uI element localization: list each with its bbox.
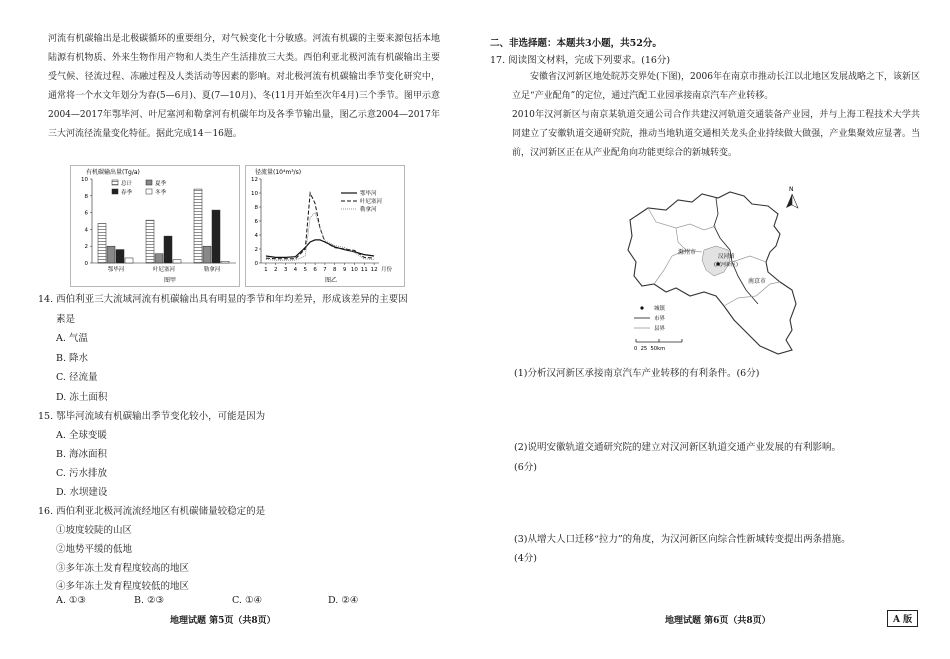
chart-b	[245, 165, 405, 287]
chart-a-legend-swatch	[112, 189, 118, 194]
chart-b-ylabel: 径流量(10⁴m³/s)	[255, 169, 302, 176]
chart-a-bar-春季	[164, 236, 172, 263]
q16-item-4: ④多年冻土发育程度较低的地区	[56, 581, 190, 592]
chart-a	[70, 165, 240, 287]
chart-b-ytick-label: 10	[251, 191, 258, 197]
legend-city: 市界	[654, 316, 666, 322]
chart-a-legend-swatch	[146, 180, 152, 185]
chart-b-caption: 图乙	[325, 277, 338, 284]
q15-option-b[interactable]: B. 海冰面积	[56, 449, 108, 460]
q15-option-a[interactable]: A. 全球变暖	[56, 430, 107, 441]
chart-b-ytick-label: 2	[254, 247, 258, 253]
chart-b-ytick-label: 8	[254, 205, 258, 211]
chart-a-bar-冬季	[221, 261, 229, 263]
chart-a-bar-夏季	[107, 246, 115, 263]
chart-a-ylabel: 有机碳输出量(Tg/a)	[86, 169, 140, 176]
q16-item-3: ③多年冻土发育程度较高的地区	[56, 563, 190, 574]
map-label-nanjing: 南京市	[748, 278, 767, 285]
legend-town-marker	[640, 306, 643, 309]
chart-a-bar-夏季	[203, 246, 211, 263]
map-label-hanhe: 汉河镇	[718, 254, 735, 260]
q16-item-2: ②地势平缓的低地	[56, 544, 133, 555]
scale-label: 0 25 50km	[634, 346, 666, 352]
chart-b-legend-label: 叶尼塞河	[360, 199, 383, 205]
chart-b-xtick-label: 5	[303, 267, 307, 273]
map-label-hanhe-district: (汉河新区)	[714, 262, 738, 268]
q14-option-a[interactable]: A. 气温	[56, 333, 88, 344]
q17-sub2-line2: (6分)	[514, 462, 537, 473]
q15-option-c[interactable]: C. 污水排放	[56, 468, 107, 479]
chart-a-ytick-label: 8	[84, 193, 88, 200]
chart-b-xtick-label: 10	[350, 267, 358, 273]
chart-b-xtick-label: 3	[283, 267, 288, 273]
q16-option-c[interactable]: C. ①④	[232, 595, 263, 606]
chart-b-ytick-label: 6	[254, 219, 258, 225]
q17-sub1: (1)分析汉河新区承接南京汽车产业转移的有利条件。(6分)	[514, 368, 760, 379]
q14-option-b[interactable]: B. 降水	[56, 353, 89, 364]
chart-b-legend-label: 勒拿河	[360, 207, 377, 213]
chart-b-xtick-label: 6	[313, 267, 317, 273]
chart-a-legend-swatch	[112, 180, 118, 185]
q16-option-a[interactable]: A. ①③	[56, 595, 86, 606]
chart-b-ytick-label: 0	[254, 261, 258, 267]
q17-paragraph-2: 2010年汉河新区与南京某轨道交通公司合作共建汉河轨道交通装备产业园，并与上海工程技术大学共同建立了安徽轨道交通研究院，推动当地轨道交通相关龙头企业持续做大做强，产业集聚效应显著。当前，汉河新区正在从产业配角向功能更综合的新城转变。	[512, 110, 920, 158]
chart-a-caption: 图甲	[164, 277, 177, 284]
chart-a-legend-label: 春季	[121, 190, 133, 196]
chart-b-xtick-label: 1	[264, 267, 268, 273]
chart-a-ytick-label: 2	[84, 244, 88, 251]
chart-b-legend-label: 鄂毕河	[360, 191, 377, 197]
chart-a-category-label: 叶尼塞河	[152, 267, 176, 273]
chart-a-legend-label: 总计	[121, 181, 133, 187]
chart-a-bar-春季	[212, 210, 220, 263]
chart-a-ytick-label: 6	[84, 210, 88, 217]
chart-b-xtick-label: 12	[370, 267, 378, 273]
map-north-label: N	[789, 186, 794, 193]
chart-b-xunit: 月份	[381, 267, 393, 273]
location-map	[620, 180, 810, 362]
chart-b-ytick-label: 4	[254, 233, 258, 239]
legend-town: 城镇	[654, 306, 666, 312]
q17-sub3-line1: (3)从增大人口迁移“拉力”的角度，为汉河新区向综合性新城转变提出两条措施。	[514, 534, 851, 545]
chart-a-category-label: 勒拿河	[203, 267, 221, 273]
left-footer: 地理试题 第5页（共8页）	[170, 616, 276, 626]
chart-a-category-label: 鄂毕河	[107, 267, 125, 273]
chart-a-bar-春季	[116, 250, 124, 263]
chart-b-xtick-label: 4	[293, 267, 298, 273]
chart-b-xtick-label: 7	[323, 267, 327, 273]
chart-a-bar-总计	[98, 224, 106, 263]
chart-b-xtick-label: 2	[274, 267, 278, 273]
chart-a-ytick-label: 0	[84, 261, 88, 267]
q17-sub2-line1: (2)说明安徽轨道交通研究院的建立对汉河新区轨道交通产业发展的有利影响。	[514, 442, 841, 453]
intro-paragraph: 河流有机碳输出是北极碳循环的重要组分，对气候变化十分敏感。河流有机碳的主要来源包括本地陆源有机物质、外来生物作用产物和人类生产生活排放三大类。西伯利亚北极河流有机碳输出主要受气候、径流过程、冻融过程及人类活动等因素的影响。对北极河流有机碳输出季节变化研究中，通常将一个水文年划分为春(5—6月)、夏(7—10月)、冬(11月开始至次年4月)三个季节。图甲示意2004—2017年鄂毕河、叶尼塞河和勒拿河有机碳年均及各季节输出量，图乙示意2004—2017年三大河流径流量变化特征。据此完成14－16题。	[48, 34, 440, 139]
q14-stem-1: 14. 西伯利亚三大流域河流有机碳输出具有明显的季节和年均差异，形成该差异的主要因	[38, 294, 408, 305]
section-title: 二、非选择题：本题共3小题，共52分。	[490, 38, 662, 49]
version-badge: A 版	[887, 610, 918, 627]
q15-stem: 15. 鄂毕河流域有机碳输出季节变化较小，可能是因为	[38, 411, 266, 422]
q14-option-d[interactable]: D. 冻土面积	[56, 392, 108, 403]
q17-paragraph-1: 安徽省汉河新区地处皖苏交界处(下图)，2006年在南京市推动长江以北地区发展战略之下，该新区立足“产业配角”的定位，通过汽配工业园承接南京汽车产业转移。	[512, 72, 920, 101]
right-footer: 地理试题 第6页（共8页）	[665, 616, 771, 626]
chart-a-bar-夏季	[155, 254, 163, 263]
q15-option-d[interactable]: D. 水坝建设	[56, 487, 108, 498]
chart-a-bar-冬季	[173, 260, 181, 263]
chart-a-bar-冬季	[125, 258, 133, 263]
chart-b-xtick-label: 8	[333, 267, 337, 273]
chart-a-legend-swatch	[146, 189, 152, 194]
q17-sub3-line2: (4分)	[514, 553, 537, 564]
chart-a-legend-label: 夏季	[155, 181, 167, 187]
q14-stem-2: 素是	[56, 314, 76, 325]
north-arrow-icon	[786, 194, 798, 208]
chart-b-xtick-label: 11	[360, 267, 368, 273]
q16-option-b[interactable]: B. ②③	[134, 595, 165, 606]
q16-option-d[interactable]: D. ②④	[328, 595, 359, 606]
chart-a-bar-总计	[194, 189, 202, 263]
q14-option-c[interactable]: C. 径流量	[56, 372, 98, 383]
legend-county: 县界	[654, 326, 666, 332]
chart-a-ytick-label: 4	[84, 227, 88, 234]
chart-a-bar-总计	[146, 220, 154, 263]
q17-head: 17. 阅读图文材料，完成下列要求。(16分)	[490, 55, 671, 66]
right-page	[475, 0, 950, 659]
q16-item-1: ①坡度较陡的山区	[56, 525, 133, 536]
chart-a-ytick-label: 10	[81, 177, 88, 183]
q16-stem: 16. 西伯利亚北极河流流经地区有机碳储量较稳定的是	[38, 506, 266, 517]
chart-a-legend-label: 冬季	[155, 190, 167, 196]
chart-b-xtick-label: 9	[342, 267, 347, 273]
chart-b-ytick-label: 12	[251, 177, 258, 183]
map-label-chuzhou: 滁州市	[678, 249, 697, 256]
